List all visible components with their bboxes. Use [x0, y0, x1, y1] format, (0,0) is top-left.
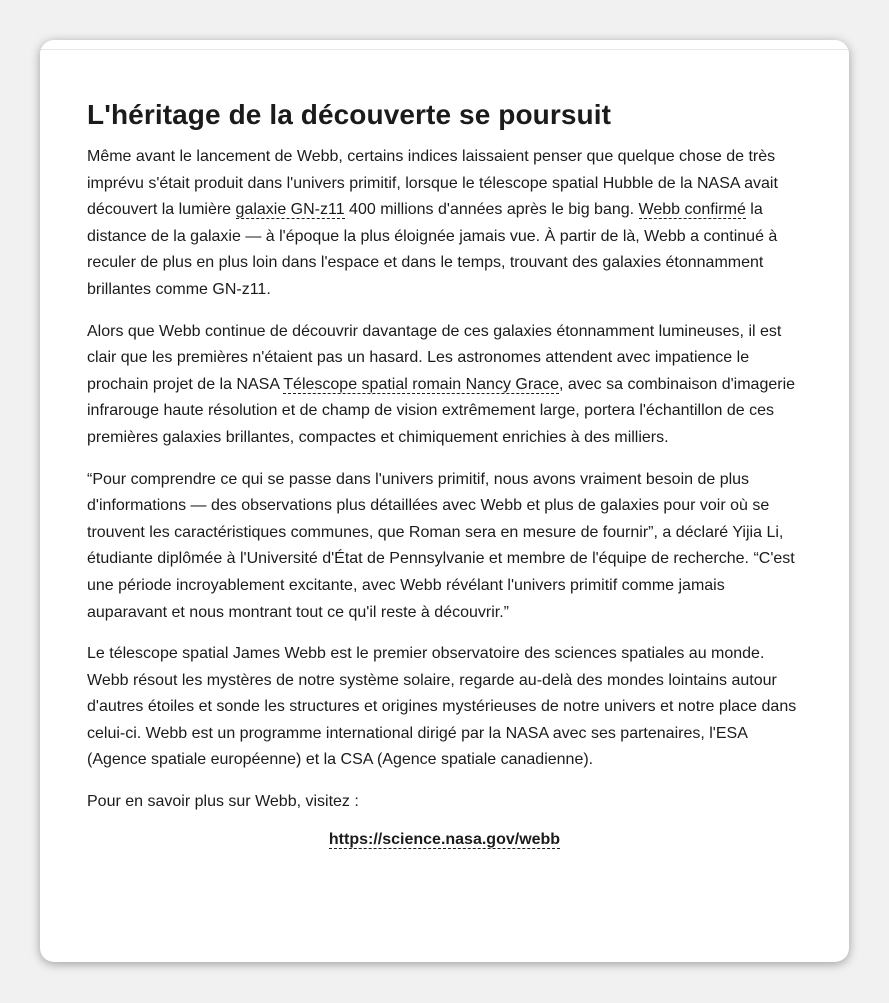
- paragraph-about-webb: Le télescope spatial James Webb est le premier observatoire des sciences spatiales au monde. Webb résout les mystères de notre système solaire, regarde au-delà des mondes lointains autour d'autres étoiles et sonde les structures et origines mystérieuses de notre univers et notre place dans celui-ci. Webb est un programme international dirigé par la NASA avec ses partenaires, l'ESA (Agence spatiale européenne) et la CSA (Agence spatiale canadienne).: [87, 645, 797, 769]
- paragraph-text: , avec sa combinaison d'imagerie infrarouge haute résolution et de champ de vision extrêmement large, portera l'échantillon de ces premières galaxies brillantes, compactes et chimiquement enrichies à des milliers.: [87, 375, 796, 446]
- url-row: [87, 831, 802, 849]
- paragraph-text: 400 millions d'années après le big bang.: [344, 201, 639, 219]
- link-webb-confirmed[interactable]: Webb confirmé: [638, 201, 746, 219]
- paragraph-roman-telescope: [87, 319, 802, 452]
- article-card: [40, 40, 849, 962]
- article-heading: L'héritage de la découverte se poursuit: [87, 99, 612, 130]
- link-science-nasa-webb[interactable]: https://science.nasa.gov/webb: [328, 830, 561, 848]
- paragraph-text: la distance de la galaxie — à l'époque la plus éloignée jamais vue. À partir de là, Webb a continué à reculer de plus en plus loin dans l'espace et dans le temps, trouvant des galaxies étonnamment brillantes comme GN-z11.: [87, 201, 778, 298]
- paragraph-learn-more: Pour en savoir plus sur Webb, visitez :: [87, 793, 359, 811]
- link-nancy-grace-roman[interactable]: Télescope spatial romain Nancy Grace: [283, 375, 559, 393]
- card-divider: [40, 49, 849, 50]
- paragraph-quote: “Pour comprendre ce qui se passe dans l'univers primitif, nous avons vraiment besoin de plus d'informations — des observations plus détaillées avec Webb et plus de galaxies pour voir où se trouvent les caractéristiques communes, que Roman sera en mesure de fournir”, a déclaré Yijia Li, étudiante diplômée à l'Université d'État de Pennsylvanie et membre de l'équipe de recherche. “C'est une période incroyablement excitante, avec Webb révélant l'univers primitif comme jamais auparavant et nous montrant tout ce qu'il reste à découvrir.”: [87, 470, 795, 621]
- paragraph-text: Alors que Webb continue de découvrir davantage de ces galaxies étonnamment lumineuses, il est clair que les premières n'étaient pas un hasard. Les astronomes attendent avec impatience le prochain projet de la NASA: [87, 322, 782, 393]
- paragraph-text: Même avant le lancement de Webb, certains indices laissaient penser que quelque chose de très imprévu s'était produit dans l'univers primitif, lorsque le télescope spatial Hubble de la NASA avait découvert la lumière: [87, 148, 778, 219]
- link-galaxy-gn-z11[interactable]: galaxie GN-z11: [235, 201, 345, 219]
- paragraph-gn-z11: [87, 144, 802, 304]
- article-content: [87, 98, 802, 849]
